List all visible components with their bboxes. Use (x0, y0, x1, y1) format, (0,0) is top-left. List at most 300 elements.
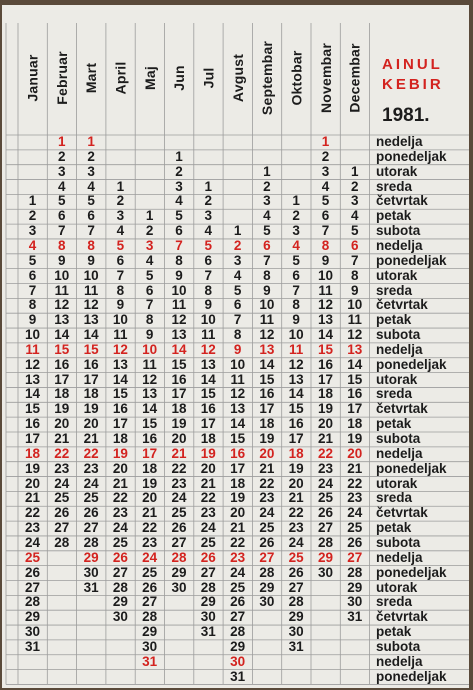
day-number: 4 (28, 237, 37, 253)
day-number: 19 (24, 460, 41, 476)
day-number: 22 (259, 475, 275, 491)
day-number: 16 (317, 356, 334, 372)
day-number: 18 (24, 445, 41, 461)
day-number: 20 (83, 416, 99, 432)
day-number: 15 (24, 401, 41, 417)
day-number: 13 (200, 356, 216, 372)
day-number: 17 (200, 416, 216, 432)
day-number: 8 (58, 237, 66, 253)
day-number: 19 (142, 475, 158, 491)
day-number: 10 (288, 327, 304, 343)
day-number: 4 (116, 223, 125, 239)
day-number: 16 (259, 386, 275, 402)
day-number: 19 (200, 445, 216, 461)
month-header (252, 23, 281, 133)
day-number: 25 (347, 520, 363, 536)
weekday-label: ponedeljak (376, 148, 447, 164)
day-number: 8 (204, 282, 213, 298)
day-number: 2 (292, 208, 300, 224)
day-number: 4 (351, 208, 359, 224)
day-number: 8 (321, 237, 330, 253)
day-number: 21 (54, 431, 70, 446)
day-number: 27 (24, 579, 41, 595)
day-number: 1 (292, 193, 300, 209)
day-number: 7 (145, 297, 154, 313)
day-number: 28 (230, 624, 246, 640)
weekday-label: nedelja (376, 134, 423, 149)
day-number: 1 (263, 163, 271, 179)
day-number: 7 (116, 267, 125, 283)
year-label: 1981. (382, 105, 430, 126)
weekday-label: ponedeljak (376, 564, 447, 580)
day-number: 4 (263, 208, 271, 224)
day-number: 22 (347, 475, 363, 491)
month-header (282, 23, 311, 133)
day-number: 10 (347, 297, 363, 313)
day-number: 24 (288, 534, 304, 550)
day-number: 5 (292, 252, 300, 268)
day-number: 19 (230, 490, 246, 506)
month-name: Mart (83, 62, 100, 94)
brand-logo (382, 55, 472, 95)
day-number: 24 (200, 520, 216, 536)
day-number: 5 (145, 267, 154, 283)
day-number: 15 (230, 431, 246, 446)
day-number: 20 (171, 431, 187, 446)
day-number: 1 (351, 163, 359, 179)
day-number: 19 (347, 431, 363, 446)
day-number: 13 (112, 356, 128, 372)
day-number: 1 (145, 208, 154, 224)
day-number: 25 (317, 490, 334, 506)
day-number: 22 (83, 445, 99, 461)
day-number: 29 (24, 609, 41, 625)
day-number: 12 (171, 312, 187, 328)
day-number: 3 (263, 193, 271, 209)
day-number: 4 (321, 178, 330, 194)
day-number: 25 (171, 505, 187, 521)
day-number: 23 (83, 460, 99, 476)
day-number: 2 (321, 148, 330, 164)
day-number: 3 (175, 178, 183, 194)
day-number: 23 (288, 520, 304, 536)
day-number: 28 (317, 534, 334, 550)
day-number: 27 (112, 564, 128, 580)
day-number: 1 (58, 134, 66, 149)
day-number: 2 (351, 178, 359, 194)
weekday-label: nedelja (376, 341, 423, 357)
day-number: 11 (83, 282, 99, 298)
day-number: 17 (230, 460, 246, 476)
day-number: 2 (87, 148, 95, 164)
day-number: 3 (28, 223, 37, 239)
day-number: 7 (28, 282, 37, 298)
month-name: Oktobar (288, 50, 305, 106)
day-number: 11 (318, 282, 333, 298)
day-number: 26 (317, 505, 334, 521)
day-number: 17 (83, 371, 99, 387)
day-number: 29 (347, 579, 363, 595)
day-number: 4 (87, 178, 95, 194)
day-number: 8 (28, 297, 37, 313)
day-number: 9 (292, 312, 300, 328)
day-number: 27 (83, 520, 99, 536)
weekday-label: petak (376, 520, 412, 536)
day-number: 4 (58, 178, 66, 194)
day-number: 14 (317, 327, 334, 343)
day-number: 14 (142, 401, 158, 417)
day-number: 22 (230, 534, 246, 550)
day-number: 21 (142, 505, 158, 521)
day-number: 10 (24, 327, 41, 343)
day-number: 8 (87, 237, 95, 253)
day-number: 21 (259, 460, 275, 476)
day-number: 28 (24, 594, 41, 610)
day-number: 21 (317, 431, 334, 446)
day-number: 7 (292, 282, 300, 298)
day-number: 13 (54, 312, 70, 328)
month-name: Jul (200, 67, 217, 89)
day-number: 10 (112, 312, 128, 328)
day-number: 22 (142, 520, 158, 536)
day-number: 30 (347, 594, 363, 610)
day-number: 20 (230, 505, 246, 521)
weekday-label: četvrtak (376, 401, 428, 417)
day-number: 31 (288, 638, 304, 654)
day-number: 25 (24, 549, 41, 565)
month-header (223, 23, 252, 133)
day-number: 16 (142, 431, 158, 446)
weekday-label: sreda (376, 178, 413, 194)
day-number: 11 (54, 282, 69, 298)
month-header (18, 23, 47, 133)
weekday-label: ponedeljak (376, 356, 447, 372)
weekday-label: sreda (376, 386, 413, 402)
day-number: 20 (259, 445, 275, 461)
day-number: 5 (58, 193, 66, 209)
day-number: 15 (142, 416, 158, 432)
day-number: 2 (145, 223, 154, 239)
day-number: 7 (204, 267, 213, 283)
day-number: 10 (230, 356, 246, 372)
day-number: 13 (83, 312, 99, 328)
month-header (340, 23, 369, 133)
weekday-label: sreda (376, 282, 413, 298)
day-number: 5 (204, 237, 213, 253)
day-number: 8 (116, 282, 125, 298)
day-number: 9 (233, 341, 242, 357)
day-number: 30 (83, 564, 99, 580)
day-number: 21 (288, 490, 304, 506)
month-name: Januar (24, 54, 41, 102)
day-number: 8 (233, 327, 242, 343)
weekday-label: četvrtak (376, 505, 428, 521)
day-number: 23 (142, 534, 158, 550)
day-number: 30 (112, 609, 128, 625)
day-number: 15 (200, 386, 216, 402)
day-number: 10 (54, 267, 70, 283)
day-number: 24 (24, 534, 41, 550)
day-number: 6 (233, 297, 242, 313)
day-number: 4 (145, 252, 154, 268)
day-number: 5 (233, 282, 242, 298)
day-number: 6 (321, 208, 330, 224)
day-number: 23 (230, 549, 246, 565)
day-number: 19 (171, 416, 187, 432)
day-number: 29 (288, 609, 304, 625)
day-number: 6 (145, 282, 154, 298)
month-name: Novembar (317, 42, 334, 114)
day-number: 5 (175, 208, 183, 224)
day-number: 1 (28, 193, 37, 209)
day-number: 8 (292, 297, 300, 313)
day-number: 26 (112, 549, 128, 565)
day-number: 19 (83, 401, 99, 417)
day-number: 28 (288, 594, 304, 610)
month-header (106, 23, 135, 133)
weekday-label: četvrtak (376, 193, 428, 209)
day-number: 28 (83, 534, 99, 550)
day-number: 21 (200, 475, 216, 491)
weekday-label: nedelja (376, 445, 423, 461)
day-number: 30 (171, 579, 187, 595)
day-number: 3 (116, 208, 125, 224)
day-number: 19 (112, 445, 128, 461)
weekday-label: utorak (376, 475, 418, 491)
day-number: 15 (259, 371, 275, 387)
day-number: 18 (288, 445, 304, 461)
weekday-label: utorak (376, 371, 418, 387)
day-number: 23 (112, 505, 128, 521)
day-number: 9 (58, 252, 66, 268)
day-number: 14 (24, 386, 41, 402)
weekday-label: subota (376, 534, 421, 550)
weekday-label: ponedeljak (376, 668, 447, 684)
day-number: 31 (83, 579, 99, 595)
day-number: 18 (171, 401, 187, 417)
day-number: 10 (317, 267, 334, 283)
day-number: 24 (54, 475, 70, 491)
day-number: 9 (28, 312, 37, 328)
day-number: 9 (145, 327, 154, 343)
day-number: 17 (317, 371, 334, 387)
day-number: 29 (142, 624, 158, 640)
day-number: 22 (24, 505, 41, 521)
weekday-label: nedelja (376, 549, 423, 565)
day-number: 7 (87, 223, 95, 239)
day-number: 15 (317, 341, 334, 357)
weekday-label: subota (376, 431, 421, 446)
day-number: 6 (87, 208, 95, 224)
weekday-label: utorak (376, 163, 418, 179)
day-number: 16 (171, 371, 187, 387)
weekday-label: ponedeljak (376, 460, 447, 476)
day-number: 11 (347, 312, 362, 328)
day-number: 22 (171, 460, 187, 476)
day-number: 22 (288, 505, 304, 521)
day-number: 28 (142, 609, 158, 625)
day-number: 12 (200, 341, 216, 357)
day-number: 15 (347, 371, 363, 387)
month-name: Februar (53, 51, 70, 105)
day-number: 11 (230, 371, 245, 387)
brand-line2: KEBIR (382, 76, 444, 93)
day-number: 2 (204, 193, 213, 209)
weekday-label: subota (376, 223, 421, 239)
day-number: 5 (116, 237, 125, 253)
day-number: 9 (263, 282, 271, 298)
day-number: 18 (112, 431, 128, 446)
day-number: 13 (24, 371, 41, 387)
day-number: 2 (28, 208, 37, 224)
day-number: 3 (292, 223, 300, 239)
day-number: 14 (54, 327, 70, 343)
day-number: 21 (230, 520, 246, 536)
day-number: 21 (83, 431, 99, 446)
month-name: Avgust (229, 53, 246, 103)
calendar-card (2, 5, 469, 688)
day-number: 24 (230, 564, 246, 580)
day-number: 21 (347, 460, 363, 476)
day-number: 31 (24, 638, 41, 654)
day-number: 24 (142, 549, 158, 565)
day-number: 30 (317, 564, 334, 580)
day-number: 29 (83, 549, 99, 565)
day-number: 27 (171, 534, 187, 550)
day-number: 27 (317, 520, 334, 536)
weekday-label: četvrtak (376, 297, 428, 313)
day-number: 17 (142, 445, 158, 461)
day-number: 10 (259, 297, 275, 313)
day-number: 9 (204, 297, 213, 313)
day-number: 19 (259, 431, 275, 446)
day-number: 13 (317, 312, 334, 328)
day-number: 7 (175, 237, 183, 253)
day-number: 14 (112, 371, 128, 387)
day-number: 18 (83, 386, 99, 402)
weekday-label: nedelja (376, 653, 423, 669)
weekday-label: petak (376, 624, 412, 640)
day-number: 30 (288, 624, 304, 640)
day-number: 26 (54, 505, 70, 521)
day-number: 2 (233, 237, 242, 253)
day-number: 15 (54, 341, 70, 357)
day-number: 30 (259, 594, 275, 610)
day-number: 9 (351, 282, 359, 298)
day-number: 25 (142, 564, 158, 580)
day-number: 25 (288, 549, 304, 565)
day-number: 16 (54, 356, 70, 372)
day-number: 26 (259, 534, 275, 550)
day-number: 17 (288, 431, 304, 446)
day-number: 1 (87, 134, 95, 149)
month-name: April (112, 61, 129, 95)
day-number: 29 (230, 638, 246, 654)
day-number: 21 (24, 490, 41, 506)
day-number: 6 (263, 237, 271, 253)
weekday-label: utorak (376, 579, 418, 595)
day-number: 6 (28, 267, 37, 283)
day-number: 31 (230, 668, 246, 684)
day-number: 3 (351, 193, 359, 209)
day-number: 6 (175, 223, 183, 239)
day-number: 23 (171, 475, 187, 491)
day-number: 15 (83, 341, 99, 357)
day-number: 20 (288, 475, 304, 491)
weekday-label: subota (376, 638, 421, 654)
day-number: 18 (317, 386, 334, 402)
day-number: 5 (321, 193, 330, 209)
day-number: 18 (54, 386, 70, 402)
day-number: 29 (171, 564, 187, 580)
month-name: Jun (171, 65, 188, 91)
weekday-label: petak (376, 416, 412, 432)
day-number: 18 (142, 460, 158, 476)
day-number: 1 (204, 178, 213, 194)
day-number: 11 (25, 341, 40, 357)
day-number: 22 (112, 490, 128, 506)
day-number: 25 (259, 520, 275, 536)
day-number: 6 (58, 208, 66, 224)
day-number: 2 (175, 163, 183, 179)
day-number: 18 (347, 416, 363, 432)
day-number: 12 (288, 356, 304, 372)
day-number: 12 (317, 297, 334, 313)
day-number: 9 (175, 267, 183, 283)
day-number: 6 (116, 252, 125, 268)
day-number: 27 (142, 594, 158, 610)
day-number: 3 (233, 252, 242, 268)
day-number: 16 (230, 445, 246, 461)
day-number: 28 (112, 579, 128, 595)
day-number: 14 (230, 416, 246, 432)
day-number: 23 (24, 520, 41, 536)
day-number: 12 (259, 327, 275, 343)
day-number: 13 (230, 401, 246, 417)
day-number: 25 (83, 490, 99, 506)
day-number: 11 (171, 297, 187, 313)
day-number: 7 (263, 252, 271, 268)
day-number: 14 (259, 356, 275, 372)
day-number: 11 (142, 356, 157, 372)
day-number: 6 (204, 252, 213, 268)
day-number: 24 (83, 475, 99, 491)
day-number: 21 (112, 475, 128, 491)
weekday-label: petak (376, 208, 412, 224)
day-number: 5 (28, 252, 37, 268)
day-number: 13 (288, 371, 304, 387)
month-header (194, 23, 223, 133)
day-number: 30 (24, 624, 41, 640)
day-number: 10 (142, 341, 158, 357)
day-number: 21 (171, 445, 187, 461)
day-number: 13 (142, 386, 158, 402)
day-number: 26 (200, 549, 216, 565)
day-number: 26 (347, 534, 363, 550)
day-number: 18 (230, 475, 246, 491)
weekday-label: subota (376, 327, 421, 343)
month-name: Septembar (259, 40, 276, 116)
day-number: 25 (230, 579, 246, 595)
day-number: 27 (200, 564, 216, 580)
day-number: 10 (83, 267, 99, 283)
day-number: 22 (317, 445, 334, 461)
day-number: 23 (259, 490, 275, 506)
day-number: 11 (113, 327, 128, 343)
day-number: 4 (292, 237, 300, 253)
day-number: 20 (200, 460, 216, 476)
day-number: 27 (288, 579, 304, 595)
